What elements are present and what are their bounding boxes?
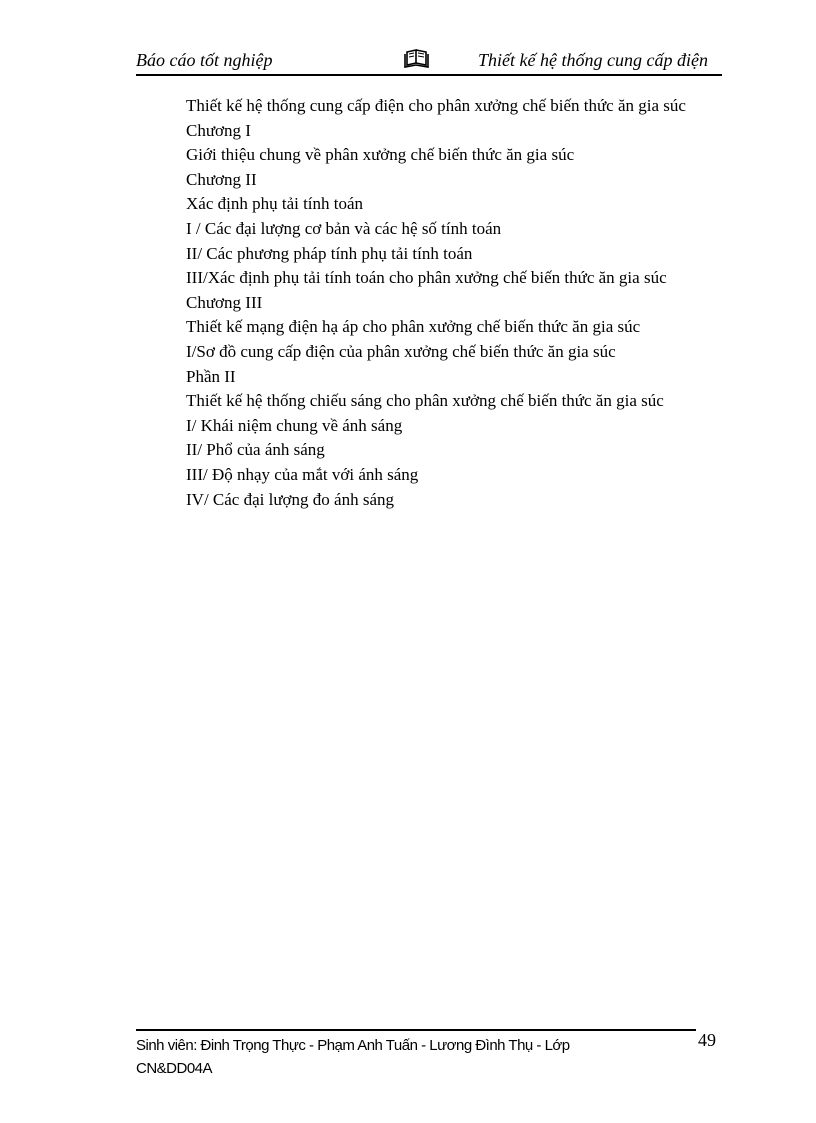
- page-number: 49: [698, 1030, 716, 1050]
- paragraph: Xác định phụ tải tính toán: [186, 194, 364, 214]
- header-left-title: Báo cáo tốt nghiệp: [136, 50, 273, 70]
- paragraph: IV/ Các đại lượng đo ánh sáng: [186, 489, 394, 509]
- paragraph: Chương I: [186, 120, 251, 140]
- paragraph: Chương II: [186, 169, 257, 189]
- paragraph: I / Các đại lượng cơ bản và các hệ số tính toán: [186, 218, 502, 238]
- paragraph: Phần II: [186, 366, 236, 386]
- paragraph: I/ Khái niệm chung về ánh sáng: [186, 415, 403, 435]
- page-header: [136, 48, 722, 74]
- footer-rule: [136, 1029, 696, 1031]
- paragraph: III/Xác định phụ tải tính toán cho phân xưởng chế biến thức ăn gia súc: [186, 268, 667, 288]
- paragraph: Thiết kế hệ thống cung cấp điện cho phân xưởng chế biến thức ăn gia súc: [186, 96, 686, 115]
- header-rule: [136, 74, 722, 76]
- paragraph: Chương III: [186, 292, 263, 312]
- open-book-icon: [404, 48, 430, 68]
- header-right-title: Thiết kế hệ thống cung cấp điện: [478, 50, 708, 70]
- document-body: [136, 94, 718, 512]
- paragraph: II/ Các phương pháp tính phụ tải tính toán: [186, 243, 473, 263]
- paragraph: Thiết kế hệ thống chiếu sáng cho phân xưởng chế biến thức ăn gia súc: [186, 391, 664, 411]
- paragraph: II/ Phổ của ánh sáng: [186, 440, 325, 460]
- footer-author-line: Sinh viên: Đinh Trọng Thực - Phạm Anh Tuấn - Lương Đình Thụ - Lớp CN&DD04A: [136, 1037, 570, 1077]
- paragraph: Thiết kế mạng điện hạ áp cho phân xưởng chế biến thức ăn gia súc: [186, 317, 641, 337]
- paragraph: III/ Độ nhạy của mắt với ánh sáng: [186, 464, 419, 484]
- paragraph: I/Sơ đồ cung cấp điện của phân xưởng chế biến thức ăn gia súc: [186, 341, 616, 361]
- paragraph: Giới thiệu chung về phân xưởng chế biến thức ăn gia súc: [186, 145, 575, 165]
